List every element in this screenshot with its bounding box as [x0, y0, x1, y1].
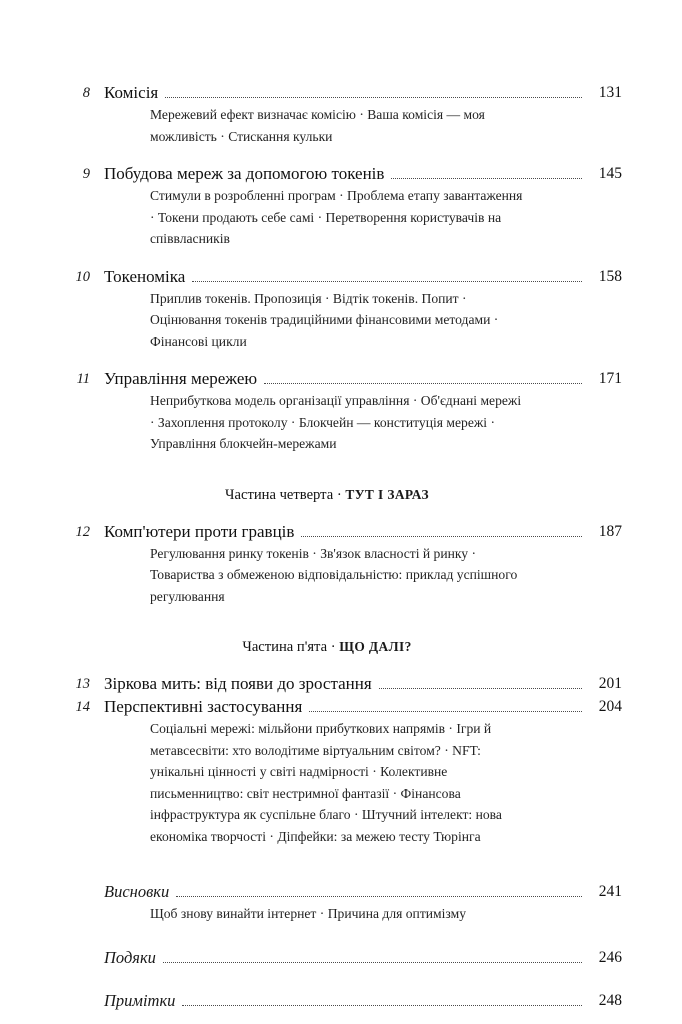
toc-entry-line — [62, 673, 622, 694]
chapter-number: 9 — [82, 166, 90, 182]
page-number: 204 — [598, 698, 622, 715]
leader-dots — [379, 687, 582, 689]
page-number: 131 — [598, 84, 622, 101]
toc-entry-line — [62, 163, 622, 184]
chapter-description: Неприбуткова модель організації управління · Об'єднані мережі · Захоплення протоколу · Блокчейн — конституція мережі · Управління блокчейн-мережами — [150, 393, 522, 451]
toc-entry[interactable] — [62, 266, 622, 353]
toc-entry-line — [62, 947, 622, 968]
part-heading-five — [62, 637, 622, 657]
page-number: 187 — [598, 522, 622, 540]
backmatter-description: Щоб знову винайти інтернет · Причина для оптимізму — [150, 906, 467, 921]
leader-dots — [264, 382, 582, 384]
leader-dots — [309, 710, 582, 712]
toc-entry-backmatter[interactable] — [62, 881, 622, 925]
chapter-title: Зіркова мить: від появи до зростання — [104, 674, 372, 693]
toc-entry-backmatter[interactable] — [62, 947, 622, 968]
page-number: 241 — [598, 883, 622, 900]
toc-entry-line — [62, 266, 622, 287]
chapter-title: Управління мережею — [104, 369, 258, 388]
toc-entry[interactable] — [62, 163, 622, 250]
chapter-description: Стимули в розробленні програм · Проблема етапу завантаження · Токени продають себе самі · Перетворення користувачів на співвласників — [150, 188, 523, 246]
leader-dots — [165, 96, 582, 98]
toc-entry-line — [62, 368, 622, 389]
page-number: 201 — [598, 675, 622, 692]
part-name: ЩО ДАЛІ? — [339, 639, 412, 654]
chapter-number: 8 — [82, 85, 90, 101]
part-label: Частина четверта · — [225, 486, 346, 503]
chapter-description: Регулювання ринку токенів · Зв'язок власності й ринку · Товариства з обмеженою відповідальністю: приклад успішного регулювання — [150, 545, 518, 604]
page-number: 158 — [598, 267, 622, 285]
toc-entry[interactable] — [62, 673, 622, 694]
toc-entry[interactable] — [62, 696, 622, 847]
chapter-number: 13 — [75, 676, 90, 692]
chapter-description: Мережевий ефект визначає комісію · Ваша комісія — моя можливість · Стискання кульки — [150, 107, 485, 144]
chapter-number: 14 — [75, 699, 90, 715]
chapter-title: Комп'ютери проти гравців — [104, 521, 295, 541]
chapter-description: Соціальні мережі: мільйони прибуткових напрямів · Ігри й метавсесвіти: хто володітиме віртуальним світом? · NFT: унікальні цінності у світі надмірності · Колективне письменництво: світ нестримної фантазії · Фінансова інфраструктура як суспільне благо · Штучний інтелект: нова економіка творчості · Діпфейки: за межею тесту Тюрінга — [150, 721, 502, 844]
backmatter-title: Примітки — [104, 990, 176, 1010]
part-name: ТУТ І ЗАРАЗ — [345, 486, 429, 502]
chapter-number: 11 — [76, 371, 90, 387]
chapter-number: 12 — [75, 523, 90, 540]
leader-dots — [391, 177, 582, 179]
leader-dots — [163, 961, 582, 963]
toc-entry[interactable] — [62, 368, 622, 455]
page-number: 246 — [598, 948, 622, 966]
toc-entry[interactable] — [62, 521, 622, 608]
toc-entry-line — [62, 990, 622, 1011]
chapter-title: Токеноміка — [104, 266, 186, 286]
toc-entry-line — [62, 82, 622, 103]
toc-entry[interactable] — [62, 82, 622, 147]
leader-dots — [192, 280, 582, 282]
page-number: 145 — [598, 165, 622, 182]
chapter-title: Комісія — [104, 83, 159, 102]
chapter-title: Перспективні застосування — [104, 697, 303, 716]
leader-dots — [176, 895, 582, 897]
part-heading-four — [62, 485, 622, 505]
leader-dots — [182, 1004, 582, 1006]
toc-entry-line — [62, 521, 622, 542]
toc-entry-line — [62, 696, 622, 717]
part-label: Частина п'ята · — [242, 639, 340, 655]
chapter-number: 10 — [75, 268, 90, 285]
backmatter-title: Подяки — [104, 947, 156, 967]
backmatter-title: Висновки — [104, 882, 170, 901]
page-number: 248 — [598, 991, 622, 1009]
toc-entry-backmatter[interactable] — [62, 990, 622, 1011]
chapter-description: Приплив токенів. Пропозиція · Відтік токенів. Попит · Оцінювання токенів традиційними фінансовими методами · Фінансові цикли — [150, 290, 499, 349]
chapter-title: Побудова мереж за допомогою токенів — [104, 164, 385, 183]
leader-dots — [301, 535, 582, 537]
toc-entry-line — [62, 881, 622, 902]
page-number: 171 — [598, 370, 622, 387]
